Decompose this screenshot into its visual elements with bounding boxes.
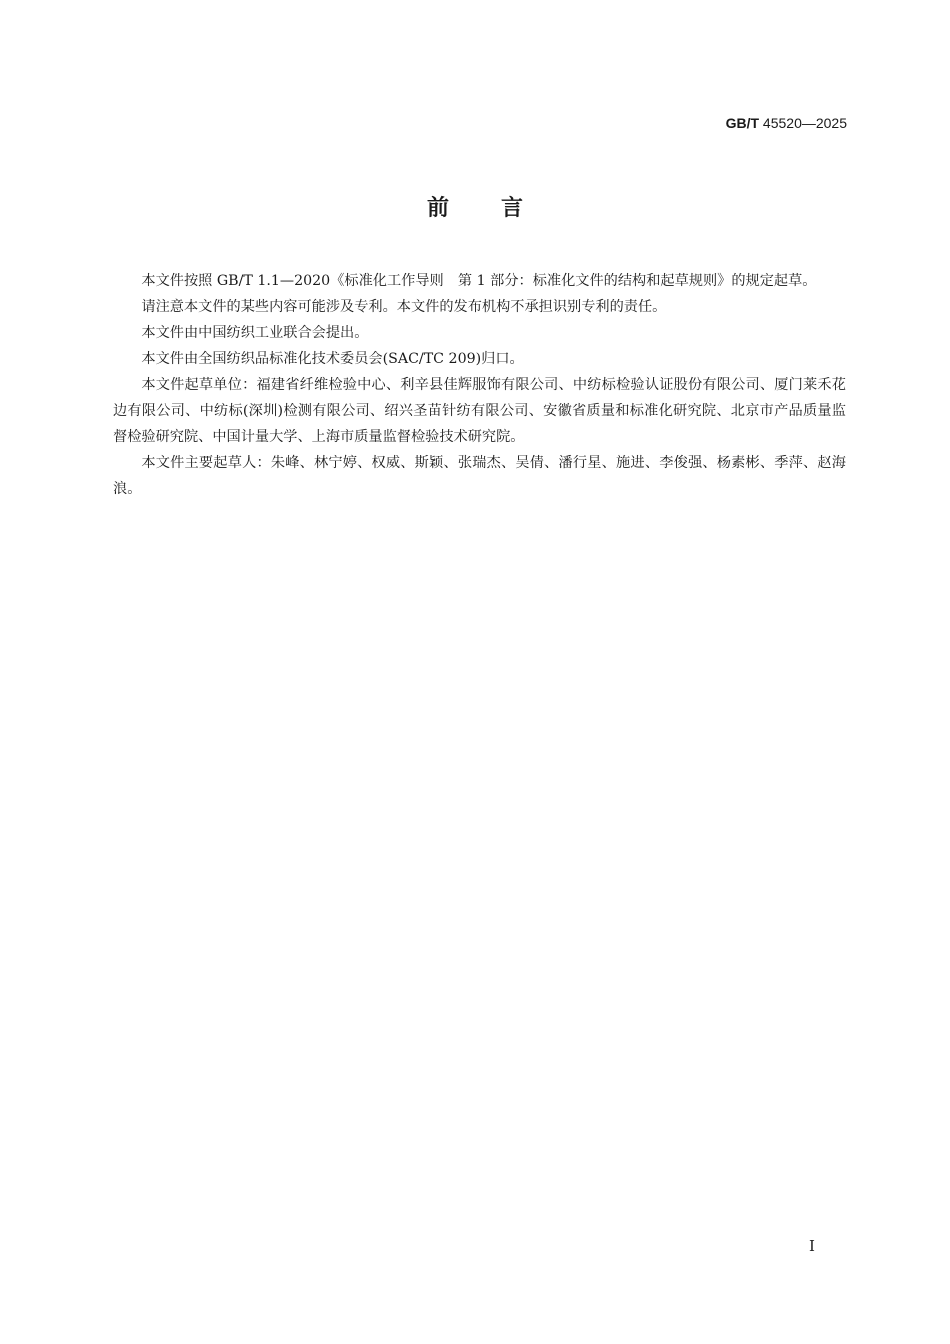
paragraph-technical-committee: 本文件由全国纺织品标准化技术委员会(SAC/TC 209)归口。 [141,351,524,367]
standard-number: 45520—2025 [762,115,847,131]
paragraph-patent-notice: 请注意本文件的某些内容可能涉及专利。本文件的发布机构不承担识别专利的责任。 [141,299,667,315]
paragraph-drafting-rules: 本文件按照 GB/T 1.1—2020《标准化工作导则 第 1 部分：标准化文件的结构和起草规则》的规定起草。 [141,273,817,289]
standard-prefix: GB/T [725,115,760,131]
paragraph-proposer: 本文件由中国纺织工业联合会提出。 [141,325,369,341]
foreword-body [113,268,846,502]
page-number: I [809,1237,815,1255]
page-title: 前言 [426,196,575,221]
paragraph-drafting-units: 本文件起草单位：福建省纤维检验中心、利辛县佳辉服饰有限公司、中纺标检验认证股份有限公司、厦门莱禾花边有限公司、中纺标(深圳)检测有限公司、绍兴圣苗针纺有限公司、安徽省质量和标准化研究院、北京市产品质量监督检验研究院、中国计量大学、上海市质量监督检验技术研究院。 [113,377,846,445]
standard-code [726,112,847,134]
paragraph-drafters: 本文件主要起草人：朱峰、林宁婷、权威、斯颖、张瑞杰、吴倩、潘行星、施进、李俊强、杨素彬、季萍、赵海浪。 [113,455,846,497]
